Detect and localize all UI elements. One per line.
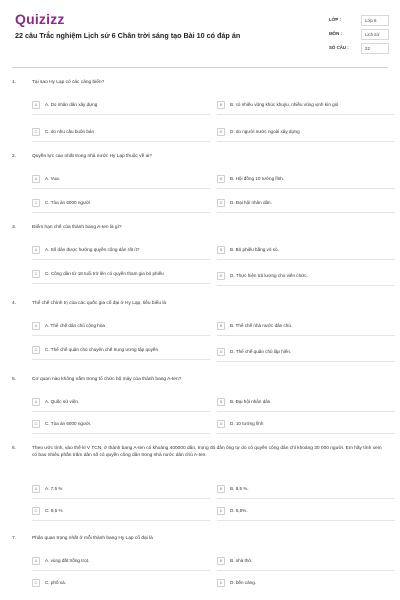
option-a[interactable] — [32, 482, 202, 496]
option-underline — [217, 335, 395, 336]
option-text: B. Thể chế nhà nước dân chủ. — [230, 322, 293, 328]
worksheet-title: 22 câu Trắc nghiệm Lịch sử 6 Chân trời sáng tạo Bài 10 có đáp án — [15, 31, 241, 40]
option-underline — [32, 212, 210, 213]
meta-subject-value: Lịch sử — [361, 29, 389, 40]
option-letter-box: D — [217, 507, 225, 515]
meta-class-label: LỚP : — [329, 17, 341, 22]
option-letter-box: A — [32, 485, 40, 493]
option-letter-box: D — [217, 348, 225, 356]
question-number: 3. — [12, 225, 17, 230]
option-c[interactable] — [32, 576, 202, 590]
option-underline — [217, 498, 395, 499]
option-letter-box: A — [32, 398, 40, 406]
option-text: D. Đại hội nhân dân. — [230, 199, 272, 205]
option-letter-box: C — [32, 579, 40, 587]
meta-count-label: SỐ CÂU : — [329, 45, 349, 50]
option-d[interactable] — [217, 576, 387, 590]
option-text: A. vùng đất trồng trọt. — [45, 557, 90, 563]
option-text: C. 9,5 % — [45, 507, 63, 513]
option-c[interactable] — [32, 267, 202, 281]
option-underline — [217, 259, 395, 260]
question-number: 6. — [12, 446, 17, 451]
option-a[interactable] — [32, 243, 202, 257]
option-text: C. phố xá. — [45, 579, 66, 585]
option-c[interactable] — [32, 417, 202, 431]
option-letter-box: A — [32, 322, 40, 330]
option-text: D. bến cảng. — [230, 579, 257, 585]
option-c[interactable] — [32, 196, 202, 210]
option-text: C. Công dân từ 18 tuổi trở lên có quyền tham gia bỏ phiếu — [45, 270, 164, 276]
question-number: 7. — [12, 536, 17, 541]
option-b[interactable] — [217, 319, 387, 333]
option-underline — [32, 498, 210, 499]
option-underline — [217, 188, 395, 189]
option-b[interactable] — [217, 98, 387, 112]
option-b[interactable] — [217, 172, 387, 186]
question-text: Cơ quan nào không nằm trong tổ chức bộ máy của thành bang A-ten? — [32, 377, 182, 382]
option-letter-box: A — [32, 246, 40, 254]
option-letter-box: C — [32, 420, 40, 428]
question-text: Thể chế chính trị của các quốc gia cổ đại ở Hy Lạp, tiêu biểu là — [32, 301, 167, 306]
option-letter-box: A — [32, 557, 40, 565]
question-text: Điểm hạn chế của thành bang A-ten là gì? — [32, 225, 122, 230]
option-text: D. do người nước ngoài xây dựng — [230, 128, 300, 134]
question-text: Theo ước tính, vào thế kỉ V TCN, ở thành bang A-ten có khoảng 400000 dân, trong đó dân ông tự do có quyền công dân chỉ khoảng 30 000 người. Em hãy tính xem có bao nhiêu phần trăm dân số có quyền công dân trong nhà nước dân chủ A-ten. — [32, 446, 382, 458]
option-underline — [217, 411, 395, 412]
option-underline — [217, 361, 395, 362]
option-text: D. Thể chế quân chủ lập hiến. — [230, 348, 292, 354]
option-text: D. Thực hiện trả lương cho viên chức. — [230, 272, 308, 278]
option-d[interactable] — [217, 269, 387, 283]
meta-subject-row — [329, 29, 389, 41]
option-letter-box: D — [217, 128, 225, 136]
option-b[interactable] — [217, 554, 387, 568]
option-letter-box: B — [217, 175, 225, 183]
option-d[interactable] — [217, 504, 387, 518]
meta-subject-label: MÔN : — [329, 31, 342, 36]
question-text: Phân quan trọng nhất ở mỗi thành bang Hy Lạp cổ đại là — [32, 536, 153, 541]
option-underline — [217, 114, 395, 115]
option-underline — [32, 188, 210, 189]
option-text: B. Hội đồng 10 tướng lĩnh. — [230, 175, 285, 181]
option-b[interactable] — [217, 243, 387, 257]
option-text: D. 10 tướng lĩnh — [230, 420, 264, 426]
quizizz-logo: Quizizz — [15, 11, 65, 27]
option-text: B. Đại hội nhân dân. — [230, 398, 272, 404]
option-text: B. Bỏ phiếu bằng vỏ sò. — [230, 246, 279, 252]
question-number: 2. — [12, 154, 17, 159]
question-number: 4. — [12, 301, 17, 306]
option-c[interactable] — [32, 125, 202, 139]
option-letter-box: D — [217, 579, 225, 587]
option-letter-box: C — [32, 199, 40, 207]
header-divider — [12, 67, 388, 68]
option-letter-box: D — [217, 199, 225, 207]
option-text: A. Số dân được hưởng quyền công dân rất ít? — [45, 246, 140, 252]
option-letter-box: B — [217, 557, 225, 565]
option-underline — [32, 570, 210, 571]
question-text: Quyền lực cao nhất trong nhà nước Hy Lạp thuộc về ai? — [32, 154, 152, 159]
question-number: 1. — [12, 80, 17, 85]
meta-count-value: 22 — [361, 43, 389, 54]
option-d[interactable] — [217, 196, 387, 210]
option-underline — [217, 212, 395, 213]
option-a[interactable] — [32, 319, 202, 333]
meta-count-row — [329, 43, 389, 55]
option-underline — [32, 114, 210, 115]
option-text: D. 6,5%. — [230, 507, 248, 513]
option-d[interactable] — [217, 417, 387, 431]
option-c[interactable] — [32, 504, 202, 518]
option-letter-box: C — [32, 507, 40, 515]
option-text: C. Tòa án 6000 người. — [45, 420, 92, 426]
option-c[interactable] — [32, 343, 202, 357]
option-underline — [32, 335, 210, 336]
question-number: 5. — [12, 377, 17, 382]
option-text: A. Vua. — [45, 175, 60, 181]
meta-class-row — [329, 15, 389, 27]
option-underline — [32, 141, 210, 142]
option-letter-box: C — [32, 128, 40, 136]
worksheet-header — [0, 0, 400, 66]
option-text: B. 8,5 %. — [230, 485, 249, 491]
option-underline — [32, 520, 210, 521]
option-text: C. Thể chế quân chủ chuyên chế trung ương tập quyền — [45, 346, 159, 352]
option-underline — [32, 359, 210, 360]
option-underline — [217, 433, 395, 434]
option-d[interactable] — [217, 345, 387, 359]
option-letter-box: C — [32, 346, 40, 354]
option-underline — [217, 570, 395, 571]
option-letter-box: D — [217, 272, 225, 280]
option-b[interactable] — [217, 395, 387, 409]
question-text: Tại sao Hy Lạp có các cảng biển? — [32, 80, 105, 85]
option-letter-box: B — [217, 485, 225, 493]
option-text: B. nhà thờ. — [230, 557, 253, 563]
option-text: C. Tòa án 6000 người — [45, 199, 91, 205]
meta-class-value: Lớp 6 — [361, 15, 389, 26]
option-text: A. 7,5 % — [45, 485, 63, 491]
option-text: B. có nhiều vũng khúc khuỷu, nhiều vũng vịnh kín gió — [230, 101, 339, 107]
option-letter-box: D — [217, 420, 225, 428]
option-underline — [32, 433, 210, 434]
option-text: C. do nhu cầu buôn bán — [45, 128, 95, 134]
option-underline — [32, 411, 210, 412]
option-text: A. Quốc sử viện. — [45, 398, 80, 404]
option-underline — [217, 141, 395, 142]
option-a[interactable] — [32, 172, 202, 186]
option-letter-box: B — [217, 101, 225, 109]
option-underline — [217, 285, 395, 286]
option-underline — [32, 259, 210, 260]
option-underline — [217, 520, 395, 521]
option-letter-box: A — [32, 101, 40, 109]
option-underline — [32, 283, 210, 284]
option-letter-box: B — [217, 246, 225, 254]
option-letter-box: B — [217, 322, 225, 330]
option-a[interactable] — [32, 98, 202, 112]
option-letter-box: A — [32, 175, 40, 183]
option-letter-box: C — [32, 270, 40, 278]
option-text: A. Thể chế dân chủ cộng hòa — [45, 322, 105, 328]
option-b[interactable] — [217, 482, 387, 496]
option-d[interactable] — [217, 125, 387, 139]
option-a[interactable] — [32, 395, 202, 409]
option-text: A. Do nhân dân xây dựng — [45, 101, 98, 107]
option-letter-box: B — [217, 398, 225, 406]
option-a[interactable] — [32, 554, 202, 568]
